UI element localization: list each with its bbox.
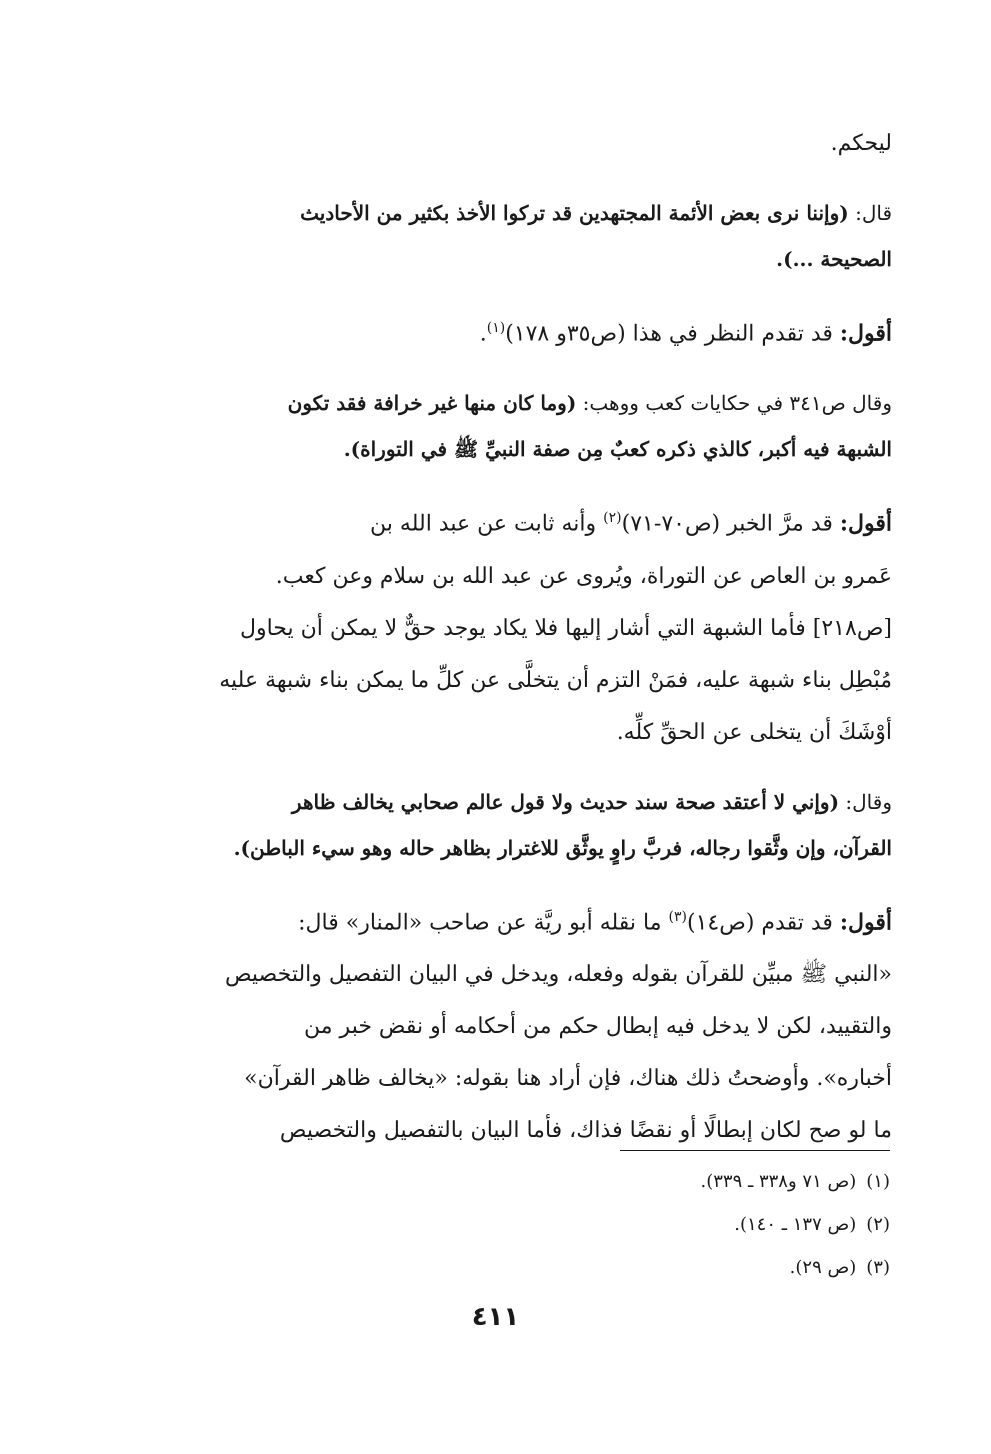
- text-line: [110, 779, 892, 825]
- footnote-text: (ص ١٣٧ ـ ١٤٠).: [734, 1214, 857, 1235]
- footnote-text: (ص ٢٩).: [789, 1257, 857, 1278]
- page-number: ٤١١: [471, 1302, 520, 1332]
- footnote-number: (٣): [866, 1257, 890, 1278]
- text-line: القرآن، وإن وثَّقوا رجاله، فربَّ راوٍ يوثَّق للاغترار بظاهر حاله وهو سيء الباطن).: [233, 835, 892, 860]
- footnote: [600, 1246, 890, 1289]
- reply-text: قد تقدم (ص١٤): [687, 909, 840, 935]
- paragraph-quote: [110, 779, 892, 871]
- text-line: [110, 190, 892, 236]
- text-line: «النبي ﷺ مبيِّن للقرآن بقوله وفعله، ويدخل في البيان التفصيل والتخصيص: [224, 961, 892, 987]
- reply-text: قد تقدم النظر في هذا (ص٣٥و ١٧٨): [505, 321, 840, 347]
- footnote: [600, 1160, 890, 1203]
- quote-text: (وما كان منها غير خرافة فقد تكون: [287, 391, 577, 416]
- paragraph-continuation: [110, 118, 892, 170]
- paragraph-reply: [110, 492, 892, 758]
- text-line: [110, 380, 892, 426]
- text-line: [110, 302, 892, 360]
- text-line: [110, 492, 892, 550]
- reply-label: أقول:: [839, 320, 892, 347]
- paragraph-reply: [110, 302, 892, 360]
- text-line: [110, 891, 892, 949]
- footnote-ref: (٣): [668, 908, 687, 925]
- reply-text: ما نقله أبو ريَّة عن صاحب «المنار» قال:: [298, 909, 669, 935]
- quote-intro: وقال ص٣٤١ في حكايات كعب ووهب:: [576, 391, 892, 416]
- footnote-text: (ص ٧١ و٣٣٨ ـ ٣٣٩).: [700, 1171, 857, 1192]
- footnote: [600, 1203, 890, 1246]
- footnotes: [600, 1160, 890, 1289]
- text-line: أخباره». وأوضحتُ ذلك هناك، فإن أراد هنا بقوله: «يخالف ظاهر القرآن»: [244, 1065, 892, 1091]
- text-line: الصحيحة ...).: [776, 247, 892, 271]
- reply-text: وأنه ثابت عن عبد الله بن: [370, 511, 604, 537]
- quote-intro: وقال:: [839, 789, 892, 814]
- text-line: مُبْطِل بناء شبهة عليه، فمَنْ التزم أن يتخلَّى عن كلِّ ما يمكن بناء شبهة عليه: [219, 667, 892, 693]
- text-line: [ص٢١٨] فأما الشبهة التي أشار إليها فلا يكاد يوجد حقٌّ لا يمكن أن يحاول: [239, 615, 892, 641]
- text-line: عَمرو بن العاص عن التوراة، ويُروى عن عبد الله بن سلام وعن كعب.: [275, 563, 892, 589]
- reply-text: قد مرَّ الخبر (ص٧٠-٧١): [621, 511, 840, 537]
- text-line: ليحكم.: [830, 131, 892, 156]
- text-line: الشبهة فيه أكبر، كالذي ذكره كعبٌ مِن صفة النبيِّ ﷺ في التوراة).: [343, 437, 892, 462]
- text-line: ما لو صح لكان إبطالًا أو نقضًا فذاك، فأما البيان بالتفصيل والتخصيص: [279, 1117, 892, 1143]
- quote-text: (وإننا نرى بعض الأئمة المجتهدين قد تركوا الأخذ بكثير من الأحاديث: [300, 201, 849, 225]
- reply-label: أقول:: [839, 908, 892, 935]
- footnote-number: (٢): [866, 1214, 890, 1235]
- paragraph-quote: [110, 380, 892, 472]
- reply-label: أقول:: [839, 510, 892, 537]
- text-line: أوْشَكَ أن يتخلى عن الحقِّ كلِّه.: [616, 719, 892, 745]
- main-text: [110, 118, 892, 1177]
- text-line: والتقييد، لكن لا يدخل فيه إبطال حكم من أحكامه أو نقض خبر من: [304, 1013, 892, 1039]
- punctuation: .: [479, 321, 487, 347]
- paragraph-quote: [110, 190, 892, 282]
- footnote-number: (١): [866, 1171, 890, 1192]
- footnote-ref: (٢): [603, 510, 622, 527]
- footnote-divider: [620, 1150, 890, 1151]
- paragraph-reply: [110, 891, 892, 1157]
- footnote-ref: (١): [486, 320, 506, 336]
- quote-text: (وإني لا أعتقد صحة سند حديث ولا قول عالم صحابي يخالف ظاهر: [291, 789, 840, 814]
- quote-intro: قال:: [848, 201, 892, 225]
